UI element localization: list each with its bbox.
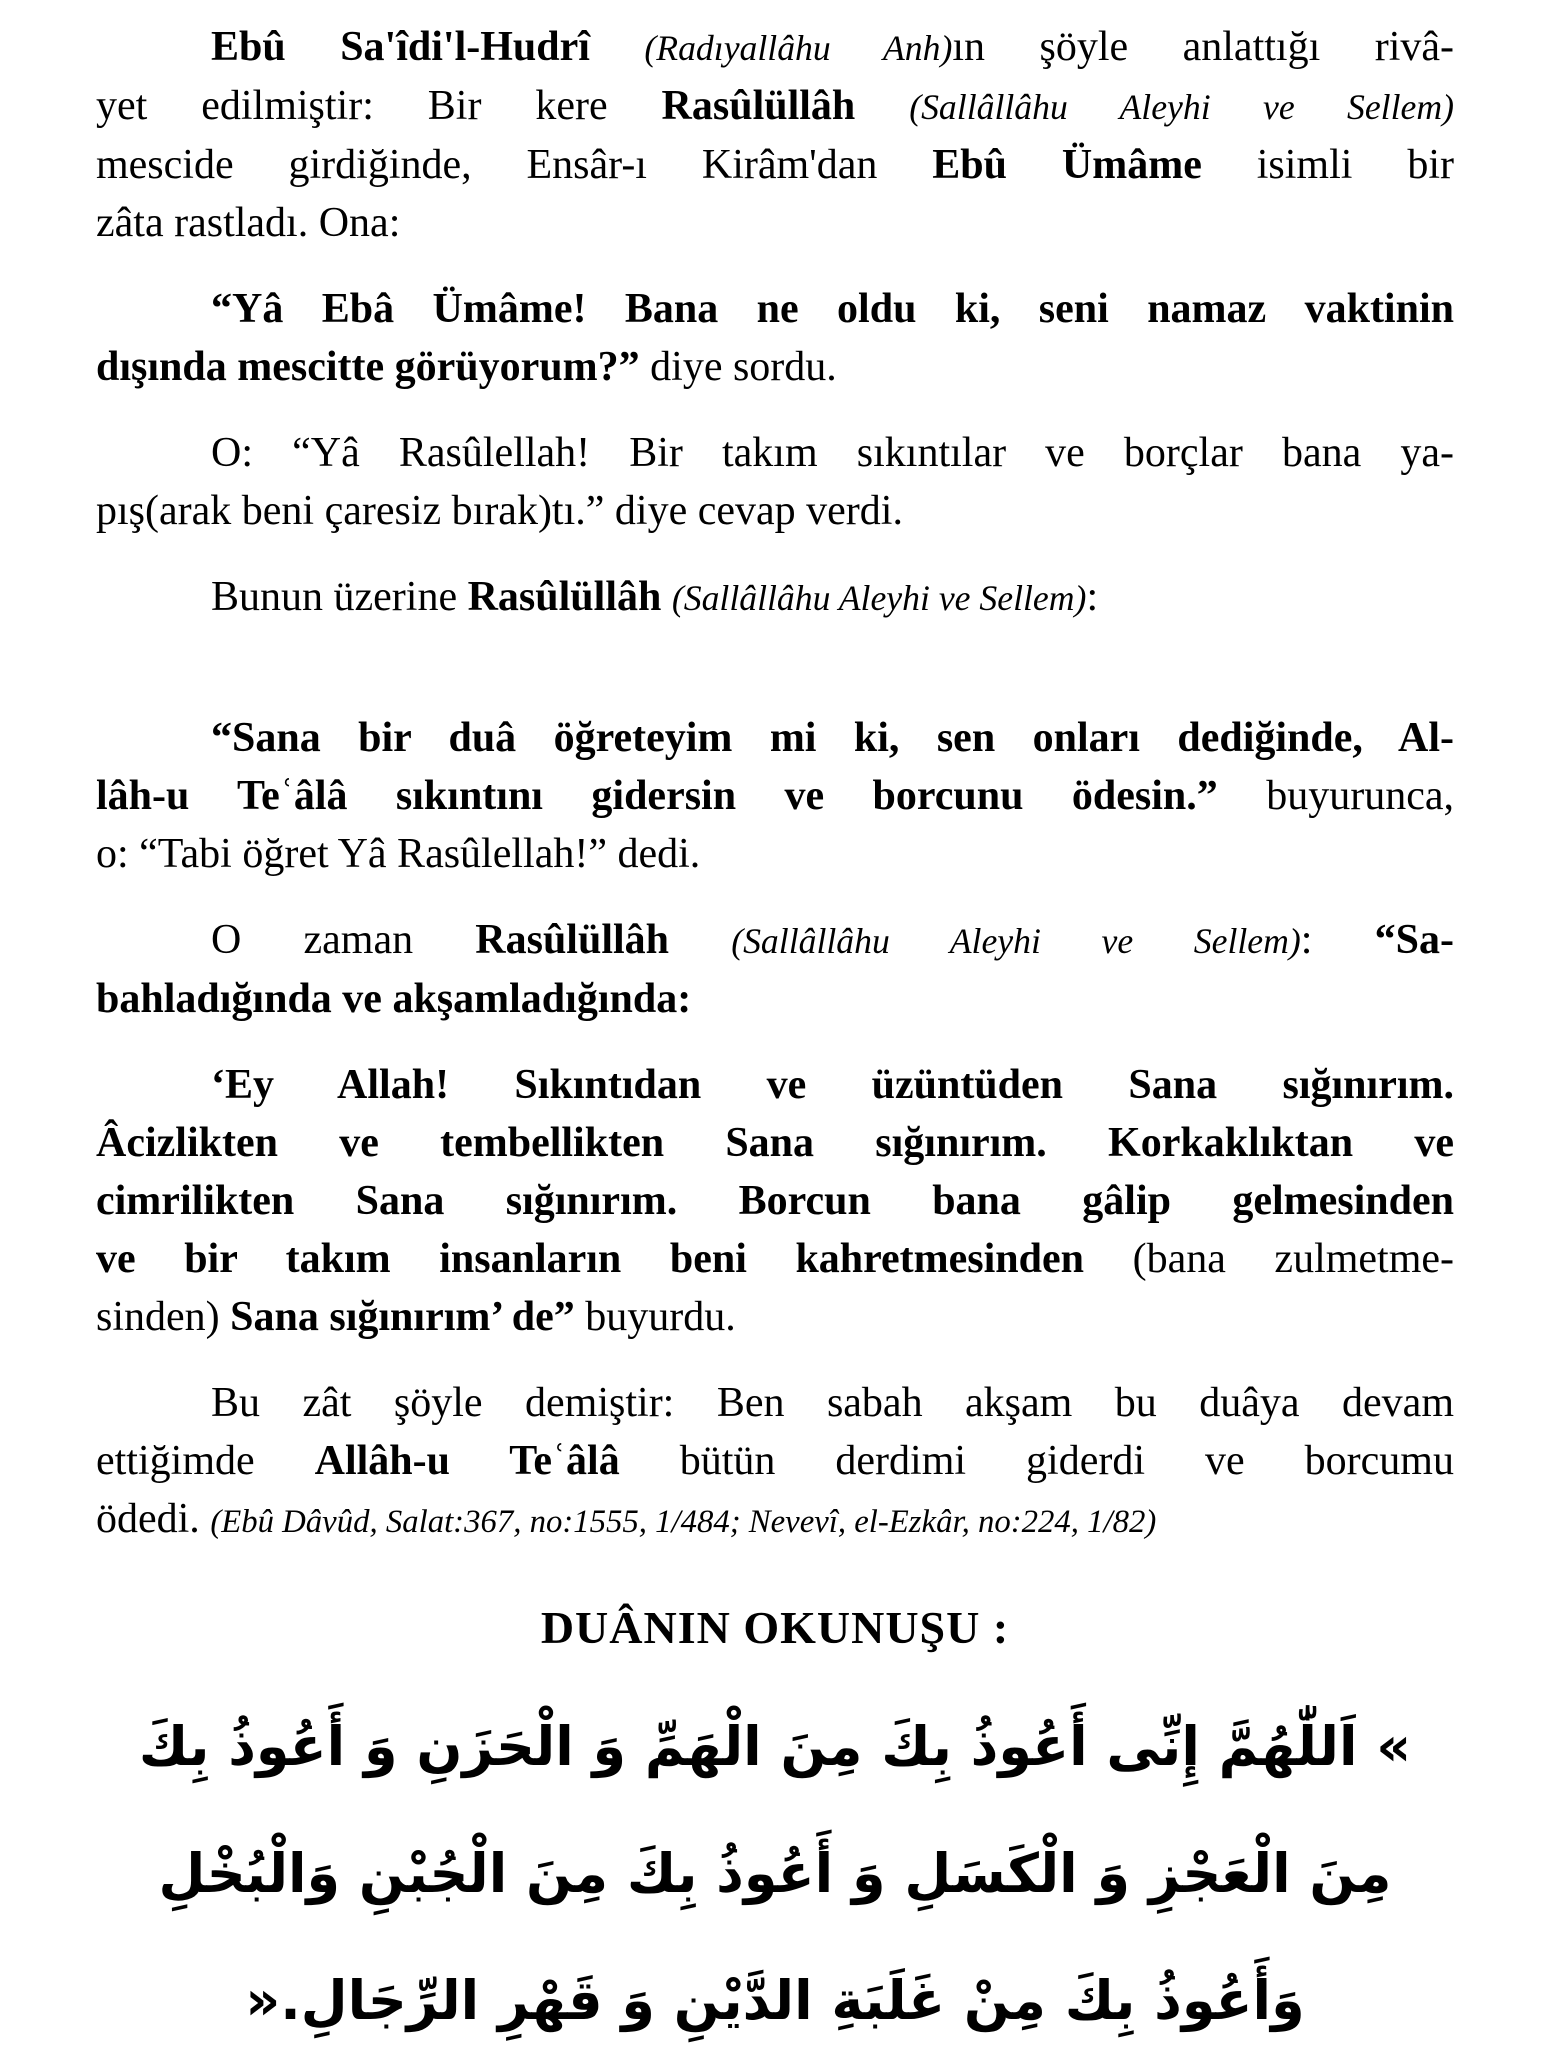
text-run: pış(arak beni çaresiz bırak)tı.” diye cevap verdi.	[96, 488, 903, 534]
text-line	[96, 1432, 1454, 1490]
section-heading: DUÂNIN OKUNUŞU :	[540, 1602, 1010, 1653]
arabic-line-1: » اَللّٰهُمَّ إِنِّى أَعُوذُ بِكَ مِنَ الْهَمِّ وَ الْحَزَنِ وَ أَعُوذُ بِكَ	[138, 1715, 1412, 1778]
text-line	[96, 1172, 1454, 1230]
text-run: :	[1086, 574, 1099, 620]
text-run: ‘Ey Allah! Sıkıntıdan ve üzüntüden Sana sığınırım.	[211, 1062, 1454, 1108]
text-line	[96, 1374, 1454, 1432]
text-line	[96, 825, 1454, 883]
text-line	[96, 767, 1454, 825]
text-line	[96, 1288, 1454, 1346]
text-line	[96, 136, 1454, 194]
text-run: dışında mescitte görüyorum?”	[96, 344, 640, 390]
text-line	[96, 338, 1454, 396]
text-line	[96, 970, 1454, 1028]
paragraph-5	[96, 709, 1454, 883]
text-run: O zaman	[211, 917, 476, 963]
text-run: Allâh-u Teʿâlâ	[314, 1438, 620, 1484]
text-run: bütün derdimi giderdi ve borcumu	[619, 1438, 1454, 1484]
text-run: O: “Yâ Rasûlellah! Bir takım sıkıntılar ve borçlar bana ya-	[211, 430, 1454, 476]
text-run: (Sallâllâhu Aleyhi ve Sellem)	[909, 87, 1454, 127]
text-run: Ebû Ümâme	[932, 142, 1202, 188]
text-run: ve bir takım insanların beni kahretmesinden	[96, 1236, 1133, 1282]
paragraph-1	[96, 18, 1454, 252]
text-run: ettiğimde	[96, 1438, 315, 1484]
text-run: yet edilmiştir: Bir kere	[96, 83, 662, 129]
text-run: buyurdu.	[574, 1294, 736, 1340]
paragraph-3	[96, 424, 1454, 540]
text-line	[96, 482, 1454, 540]
text-run: Bunun üzerine	[211, 574, 468, 620]
text-run: (Sallâllâhu Aleyhi ve Sellem)	[671, 578, 1087, 618]
text-run: Rasûlüllâh	[661, 83, 910, 129]
text-line	[96, 280, 1454, 338]
text-run: zâta rastladı. Ona:	[96, 200, 401, 246]
text-run: ödedi.	[96, 1496, 211, 1542]
text-run: diye sordu.	[639, 344, 837, 390]
text-run: “Yâ Ebâ Ümâme! Bana ne oldu ki, seni namaz vaktinin	[211, 286, 1454, 332]
text-line	[96, 568, 1454, 627]
text-line	[96, 424, 1454, 482]
paragraph-7	[96, 1056, 1454, 1346]
paragraph-2	[96, 280, 1454, 396]
text-run: sinden)	[96, 1294, 231, 1340]
text-run: (bana zulmetme-	[1132, 1236, 1455, 1282]
text-run: mescide girdiğinde, Ensâr-ı Kirâm'dan	[96, 142, 933, 188]
text-line	[96, 911, 1454, 970]
text-line	[96, 77, 1454, 136]
text-run: Ebû Sa'îdi'l-Hudrî	[211, 24, 645, 70]
paragraph-4	[96, 568, 1454, 627]
text-line	[96, 1490, 1454, 1551]
text-run: (Radıyallâhu Anh)	[644, 28, 953, 68]
arabic-line-3: وَأَعُوذُ بِكَ مِنْ غَلَبَةِ الدَّيْنِ وَ قَهْرِ الرِّجَالِ.«	[245, 1969, 1305, 2032]
arabic-line-2: مِنَ الْعَجْزِ وَ الْكَسَلِ وَ أَعُوذُ بِكَ مِنَ الْجُبْنِ وَالْبُخْلِ	[158, 1842, 1392, 1905]
text-line	[96, 18, 1454, 77]
text-line	[96, 709, 1454, 767]
text-run: “Sa-	[1374, 917, 1454, 963]
text-run: Âcizlikten ve tembellikten Sana sığınırım. Korkaklıktan ve	[96, 1120, 1454, 1166]
text-run: Sana sığınırım’ de”	[230, 1294, 575, 1340]
text-run: Rasûlüllâh	[475, 917, 732, 963]
text-line	[96, 1114, 1454, 1172]
text-run: “Sana bir duâ öğreteyim mi ki, sen onları dediğinde, Al-	[211, 715, 1454, 761]
paragraph-8	[96, 1374, 1454, 1551]
text-run: Bu zât şöyle demiştir: Ben sabah akşam bu duâya devam	[211, 1380, 1454, 1426]
text-run: Rasûlüllâh	[467, 574, 672, 620]
arabic-dua	[96, 1683, 1454, 2064]
text-run: isimli bir	[1201, 142, 1454, 188]
text-run: o: “Tabi öğret Yâ Rasûlellah!” dedi.	[96, 831, 701, 877]
text-run: :	[1300, 917, 1375, 963]
text-line	[96, 1230, 1454, 1288]
text-run: (Ebû Dâvûd, Salat:367, no:1555, 1/484; Nevevî, el-Ezkâr, no:224, 1/82)	[210, 1504, 1157, 1540]
text-run: (Sallâllâhu Aleyhi ve Sellem)	[731, 921, 1301, 961]
text-run: cimrilikten Sana sığınırım. Borcun bana gâlip gelmesinden	[96, 1178, 1454, 1224]
text-line	[96, 194, 1454, 252]
text-run: lâh-u Teʿâlâ sıkıntını gidersin ve borcunu ödesin.”	[96, 773, 1218, 819]
text-run: ın şöyle anlattığı rivâ-	[952, 24, 1454, 70]
text-line	[96, 1056, 1454, 1114]
text-run: bahladığında ve akşamladığında:	[96, 976, 692, 1022]
paragraph-6	[96, 911, 1454, 1028]
text-run: buyurunca,	[1217, 773, 1454, 819]
